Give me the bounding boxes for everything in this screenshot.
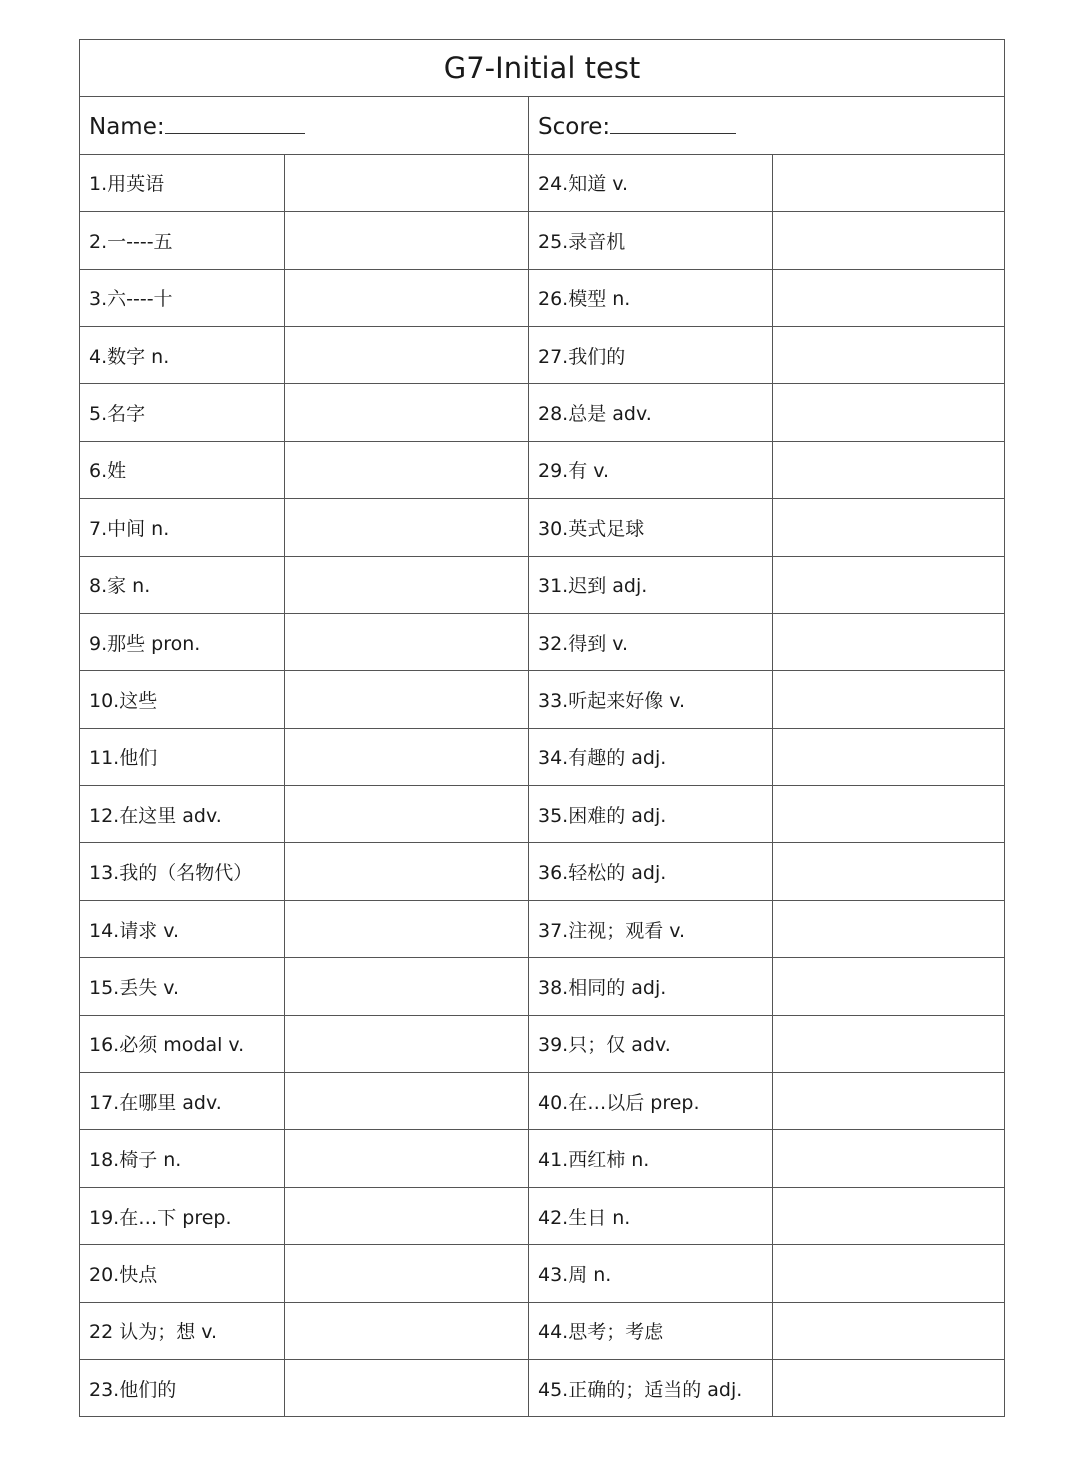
item-row <box>80 1302 1005 1359</box>
right-question-cell: 30.英式足球 <box>529 499 773 556</box>
left-answer-cell[interactable] <box>285 556 529 613</box>
item-row <box>80 499 1005 556</box>
right-answer-cell[interactable] <box>773 958 1005 1015</box>
test-title: G7-Initial test <box>80 40 1005 97</box>
left-question-cell: 8.家 n. <box>80 556 285 613</box>
item-row <box>80 154 1005 211</box>
left-answer-cell[interactable] <box>285 269 529 326</box>
left-answer-cell[interactable] <box>285 1130 529 1187</box>
right-answer-cell[interactable] <box>773 613 1005 670</box>
right-answer-cell[interactable] <box>773 843 1005 900</box>
left-answer-cell[interactable] <box>285 1302 529 1359</box>
right-answer-cell[interactable] <box>773 786 1005 843</box>
left-answer-cell[interactable] <box>285 154 529 211</box>
left-question-cell: 2.一----五 <box>80 212 285 269</box>
right-question-cell: 42.生日 n. <box>529 1187 773 1244</box>
name-blank[interactable] <box>165 111 305 134</box>
left-answer-cell[interactable] <box>285 1245 529 1302</box>
right-answer-cell[interactable] <box>773 1245 1005 1302</box>
left-answer-cell[interactable] <box>285 441 529 498</box>
right-question-cell: 34.有趣的 adj. <box>529 728 773 785</box>
left-answer-cell[interactable] <box>285 384 529 441</box>
right-answer-cell[interactable] <box>773 441 1005 498</box>
left-answer-cell[interactable] <box>285 958 529 1015</box>
right-question-cell: 28.总是 adv. <box>529 384 773 441</box>
vocabulary-test-table <box>79 39 1005 1417</box>
left-answer-cell[interactable] <box>285 1073 529 1130</box>
score-label: Score: <box>538 114 611 141</box>
left-question-cell: 23.他们的 <box>80 1359 285 1416</box>
item-row <box>80 1073 1005 1130</box>
item-row <box>80 613 1005 670</box>
left-question-cell: 19.在…下 prep. <box>80 1187 285 1244</box>
left-answer-cell[interactable] <box>285 843 529 900</box>
right-answer-cell[interactable] <box>773 900 1005 957</box>
item-row <box>80 1015 1005 1072</box>
left-answer-cell[interactable] <box>285 1187 529 1244</box>
left-answer-cell[interactable] <box>285 728 529 785</box>
right-question-cell: 43.周 n. <box>529 1245 773 1302</box>
right-question-cell: 36.轻松的 adj. <box>529 843 773 900</box>
right-question-cell: 44.思考；考虑 <box>529 1302 773 1359</box>
item-row <box>80 843 1005 900</box>
left-question-cell: 3.六----十 <box>80 269 285 326</box>
right-answer-cell[interactable] <box>773 1073 1005 1130</box>
left-question-cell: 14.请求 v. <box>80 900 285 957</box>
right-question-cell: 39.只；仅 adv. <box>529 1015 773 1072</box>
right-answer-cell[interactable] <box>773 671 1005 728</box>
right-question-cell: 24.知道 v. <box>529 154 773 211</box>
item-row <box>80 212 1005 269</box>
right-answer-cell[interactable] <box>773 269 1005 326</box>
right-question-cell: 45.正确的；适当的 adj. <box>529 1359 773 1416</box>
left-answer-cell[interactable] <box>285 900 529 957</box>
right-question-cell: 32.得到 v. <box>529 613 773 670</box>
left-answer-cell[interactable] <box>285 1015 529 1072</box>
left-answer-cell[interactable] <box>285 613 529 670</box>
right-answer-cell[interactable] <box>773 154 1005 211</box>
left-question-cell: 10.这些 <box>80 671 285 728</box>
right-answer-cell[interactable] <box>773 212 1005 269</box>
right-question-cell: 35.困难的 adj. <box>529 786 773 843</box>
left-question-cell: 5.名字 <box>80 384 285 441</box>
right-answer-cell[interactable] <box>773 384 1005 441</box>
item-row <box>80 556 1005 613</box>
name-cell <box>80 97 529 154</box>
left-question-cell: 11.他们 <box>80 728 285 785</box>
right-question-cell: 27.我们的 <box>529 326 773 383</box>
right-question-cell: 25.录音机 <box>529 212 773 269</box>
info-row <box>80 97 1005 154</box>
left-question-cell: 17.在哪里 adv. <box>80 1073 285 1130</box>
right-question-cell: 31.迟到 adj. <box>529 556 773 613</box>
right-question-cell: 40.在…以后 prep. <box>529 1073 773 1130</box>
right-question-cell: 37.注视；观看 v. <box>529 900 773 957</box>
left-question-cell: 16.必须 modal v. <box>80 1015 285 1072</box>
left-question-cell: 9.那些 pron. <box>80 613 285 670</box>
left-question-cell: 4.数字 n. <box>80 326 285 383</box>
right-answer-cell[interactable] <box>773 1359 1005 1416</box>
right-answer-cell[interactable] <box>773 728 1005 785</box>
left-question-cell: 22 认为；想 v. <box>80 1302 285 1359</box>
right-answer-cell[interactable] <box>773 326 1005 383</box>
left-question-cell: 18.椅子 n. <box>80 1130 285 1187</box>
item-row <box>80 1245 1005 1302</box>
right-answer-cell[interactable] <box>773 1015 1005 1072</box>
item-row <box>80 269 1005 326</box>
item-row <box>80 1187 1005 1244</box>
left-question-cell: 12.在这里 adv. <box>80 786 285 843</box>
right-question-cell: 38.相同的 adj. <box>529 958 773 1015</box>
right-question-cell: 29.有 v. <box>529 441 773 498</box>
left-answer-cell[interactable] <box>285 499 529 556</box>
item-row <box>80 958 1005 1015</box>
left-question-cell: 13.我的（名物代） <box>80 843 285 900</box>
right-question-cell: 33.听起来好像 v. <box>529 671 773 728</box>
item-row <box>80 900 1005 957</box>
left-question-cell: 15.丢失 v. <box>80 958 285 1015</box>
score-blank[interactable] <box>610 111 736 134</box>
right-answer-cell[interactable] <box>773 1302 1005 1359</box>
item-row <box>80 1359 1005 1416</box>
left-question-cell: 6.姓 <box>80 441 285 498</box>
title-row <box>80 40 1005 97</box>
right-answer-cell[interactable] <box>773 1130 1005 1187</box>
left-answer-cell[interactable] <box>285 1359 529 1416</box>
left-answer-cell[interactable] <box>285 786 529 843</box>
left-answer-cell[interactable] <box>285 326 529 383</box>
item-row <box>80 728 1005 785</box>
right-answer-cell[interactable] <box>773 499 1005 556</box>
left-answer-cell[interactable] <box>285 212 529 269</box>
item-row <box>80 441 1005 498</box>
item-row <box>80 671 1005 728</box>
left-question-cell: 7.中间 n. <box>80 499 285 556</box>
left-question-cell: 1.用英语 <box>80 154 285 211</box>
right-question-cell: 26.模型 n. <box>529 269 773 326</box>
right-answer-cell[interactable] <box>773 1187 1005 1244</box>
right-question-cell: 41.西红柿 n. <box>529 1130 773 1187</box>
left-question-cell: 20.快点 <box>80 1245 285 1302</box>
item-row <box>80 326 1005 383</box>
item-row <box>80 786 1005 843</box>
left-answer-cell[interactable] <box>285 671 529 728</box>
item-row <box>80 384 1005 441</box>
score-cell <box>529 97 1005 154</box>
name-label: Name: <box>89 114 165 141</box>
item-row <box>80 1130 1005 1187</box>
right-answer-cell[interactable] <box>773 556 1005 613</box>
